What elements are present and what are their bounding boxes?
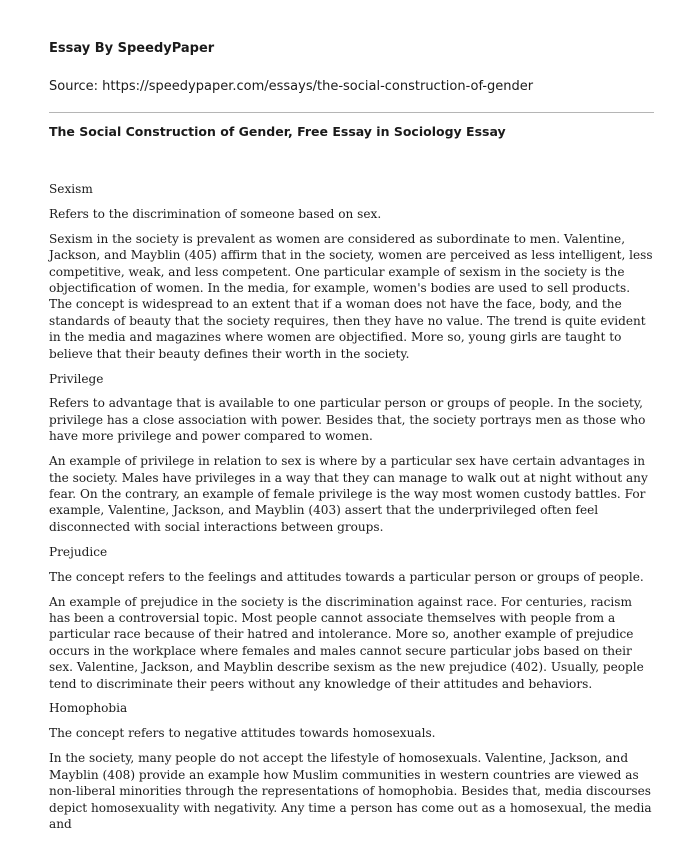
divider bbox=[49, 112, 654, 113]
document-page bbox=[49, 40, 653, 841]
paragraph: Sexism in the society is prevalent as women are considered as subordinate to men. Valentine, Jackson, and Mayblin (405) affirm that in the society, women are perceived as less intelligent, less competitive, weak, and less competent. One particular example of sexism in the society is the objectification of women. In the media, for example, women's bodies are used to sell products. The concept is widespread to an extent that if a woman does not have the face, body, and the standards of beauty that the society requires, then they have no value. The trend is quite evident in the media and magazines where women are objectified. More so, young girls are taught to believe that their beauty defines their worth in the society. bbox=[49, 231, 653, 361]
source-line: Source: https://speedypaper.com/essays/the-social-construction-of-gender bbox=[49, 79, 534, 94]
section-heading-privilege: Privilege bbox=[49, 371, 104, 386]
paragraph: Refers to the discrimination of someone based on sex. bbox=[49, 206, 382, 221]
section-heading-prejudice: Prejudice bbox=[49, 544, 108, 559]
essay-title: The Social Construction of Gender, Free Essay in Sociology Essay bbox=[49, 124, 506, 139]
section-heading-homophobia: Homophobia bbox=[49, 701, 128, 716]
paragraph: An example of prejudice in the society is the discrimination against race. For centuries, racism has been a controversial topic. Most people cannot associate themselves with people from a particular race because of their hatred and intolerance. More so, another example of prejudice occurs in the workplace where females and males cannot secure particular jobs based on their sex. Valentine, Jackson, and Mayblin describe sexism as the new prejudice (402). Usually, people tend to discriminate their peers without any knowledge of their attitudes and behaviors. bbox=[49, 594, 644, 691]
essay-body bbox=[49, 181, 653, 832]
paragraph: In the society, many people do not accept the lifestyle of homosexuals. Valentine, Jackson, and Mayblin (408) provide an example how Muslim communities in western countries are viewed as non-liberal minorities through the representations of homophobia. Besides that, media discourses depict homosexuality with negativity. Any time a person has come out as a homosexual, the media and bbox=[49, 751, 652, 831]
section-heading-sexism: Sexism bbox=[49, 182, 93, 196]
paragraph: An example of privilege in relation to sex is where by a particular sex have certain advantages in the society. Males have privileges in a way that they can manage to walk out at night without any fear. On the contrary, an example of female privilege is the way most women custody battles. For example, Valentine, Jackson, and Mayblin (403) assert that the underprivileged often feel disconnected with social interactions between groups. bbox=[49, 454, 648, 534]
paragraph: The concept refers to the feelings and attitudes towards a particular person or groups of people. bbox=[49, 569, 644, 584]
site-title: Essay By SpeedyPaper bbox=[49, 41, 215, 56]
paragraph: The concept refers to negative attitudes towards homosexuals. bbox=[49, 726, 436, 741]
paragraph: Refers to advantage that is available to one particular person or groups of people. In the society, privilege has a close association with power. Besides that, the society portrays men as those who have more privilege and power compared to women. bbox=[49, 396, 646, 444]
